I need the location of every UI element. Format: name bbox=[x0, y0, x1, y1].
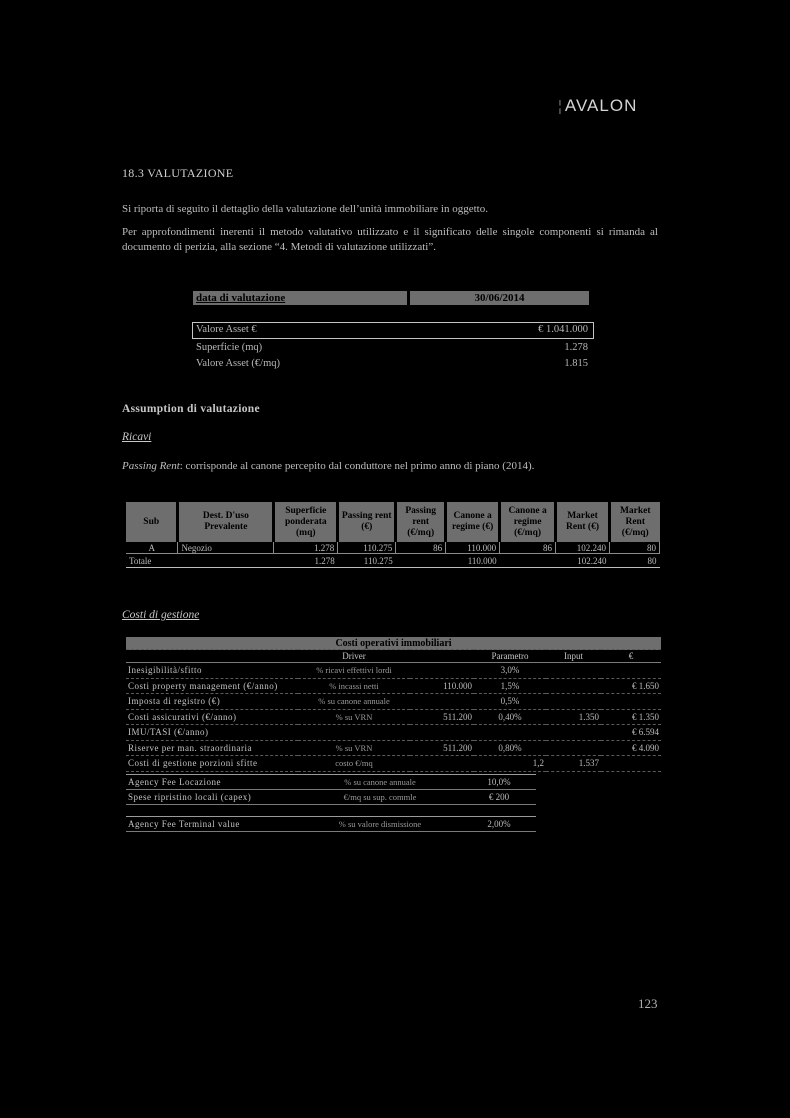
subheader-cell bbox=[126, 650, 298, 663]
cost-parameter: 0,40% bbox=[474, 709, 546, 725]
cost-driver: costo €/mq bbox=[298, 756, 410, 772]
cost-input bbox=[546, 663, 601, 679]
extra-value: € 200 bbox=[462, 790, 536, 805]
cost-input bbox=[546, 694, 601, 710]
cell: 1.278 bbox=[274, 542, 338, 554]
valuation-date-label: data di valutazione bbox=[193, 291, 407, 305]
passing-rent-text: : corrisponde al canone percepito dal conduttore nel primo anno di piano (2014). bbox=[179, 460, 535, 472]
extra-name: Agency Fee Locazione bbox=[126, 775, 298, 790]
cost-amount: € 4.090 bbox=[601, 740, 661, 756]
table-row bbox=[126, 542, 660, 554]
avalon-logo bbox=[558, 96, 637, 116]
table-row bbox=[126, 775, 536, 790]
cost-amount: € 1.650 bbox=[601, 678, 661, 694]
terminal-fee-table bbox=[126, 816, 536, 832]
col-surface: Superficie ponderata (mq) bbox=[274, 502, 338, 542]
cost-parameter bbox=[474, 725, 546, 741]
cell: 110.275 bbox=[338, 542, 396, 554]
terminal-driver: % su valore dismissione bbox=[298, 817, 462, 832]
cost-driver: % su VRN bbox=[298, 740, 410, 756]
cost-input bbox=[546, 740, 601, 756]
intro-paragraph: Si riporta di seguito il dettaglio della valutazione dell’unità immobiliare in oggetto. bbox=[122, 203, 488, 215]
cost-input bbox=[546, 678, 601, 694]
cost-driver bbox=[298, 725, 410, 741]
table-row bbox=[126, 663, 661, 679]
table-row bbox=[126, 694, 661, 710]
cost-input: 1.537 bbox=[546, 756, 601, 772]
cell bbox=[178, 554, 274, 568]
value-per-sqm-value: 1.815 bbox=[564, 358, 588, 369]
cost-name: IMU/TASI (€/anno) bbox=[126, 725, 298, 741]
cell: 80 bbox=[610, 542, 660, 554]
terminal-name: Agency Fee Terminal value bbox=[126, 817, 298, 832]
col-market-rent-sqm: Market Rent (€/mq) bbox=[610, 502, 660, 542]
extra-name: Spese ripristino locali (capex) bbox=[126, 790, 298, 805]
logo-mark-icon: ¦ bbox=[558, 98, 563, 115]
logo-text: AVALON bbox=[564, 96, 638, 115]
cost-name: Costi property management (€/anno) bbox=[126, 678, 298, 694]
assumptions-title: Assumption di valutazione bbox=[122, 403, 260, 415]
cell: 110.000 bbox=[446, 554, 500, 568]
details-paragraph: Per approfondimenti inerenti il metodo valutativo utilizzato e il significato delle singole componenti si rimanda al documento di perizia, alla sezione “4. Metodi di valutazione utilizzati”. bbox=[122, 226, 658, 253]
rent-table bbox=[126, 502, 660, 568]
section-title: 18.3 VALUTAZIONE bbox=[122, 166, 234, 180]
cell: 102.240 bbox=[556, 542, 610, 554]
extra-driver: €/mq su sup. commle bbox=[298, 790, 462, 805]
cost-parameter: 1,2 bbox=[474, 756, 546, 772]
cell: 1.278 bbox=[274, 554, 338, 568]
cost-amount: € 1.350 bbox=[601, 709, 661, 725]
col-canone-sqm: Canone a regime (€/mq) bbox=[500, 502, 556, 542]
value-per-sqm-label: Valore Asset (€/mq) bbox=[196, 358, 280, 369]
surface-label: Superficie (mq) bbox=[196, 342, 263, 353]
asset-value-label: Valore Asset € bbox=[196, 324, 257, 335]
cell: 80 bbox=[610, 554, 660, 568]
cost-base bbox=[410, 663, 474, 679]
cost-amount: € 6.594 bbox=[601, 725, 661, 741]
cost-parameter: 1,5% bbox=[474, 678, 546, 694]
cost-name: Riserve per man. straordinaria bbox=[126, 740, 298, 756]
col-sub: Sub bbox=[126, 502, 178, 542]
cell: 86 bbox=[500, 542, 556, 554]
cost-driver: % su VRN bbox=[298, 709, 410, 725]
table-row bbox=[126, 790, 536, 805]
cost-base: 110.000 bbox=[410, 678, 474, 694]
cost-amount bbox=[601, 663, 661, 679]
rent-table-header bbox=[126, 502, 660, 542]
cost-amount bbox=[601, 694, 661, 710]
table-row bbox=[126, 725, 661, 741]
cost-base: 511.200 bbox=[410, 709, 474, 725]
terminal-value: 2,00% bbox=[462, 817, 536, 832]
cell bbox=[500, 554, 556, 568]
table-row bbox=[126, 817, 536, 832]
subheader-euro: € bbox=[601, 650, 661, 663]
extra-value: 10,0% bbox=[462, 775, 536, 790]
operating-costs-header bbox=[126, 637, 661, 650]
costs-title: Costi di gestione bbox=[122, 609, 200, 621]
passing-rent-definition bbox=[122, 460, 534, 472]
operating-costs-table bbox=[126, 637, 661, 772]
col-passing-rent: Passing rent (€) bbox=[338, 502, 396, 542]
cost-name: Inesigibilità/sfitto bbox=[126, 663, 298, 679]
subheader-input: Input bbox=[546, 650, 601, 663]
table-row bbox=[126, 709, 661, 725]
cost-amount bbox=[601, 756, 661, 772]
cost-name: Costi di gestione porzioni sfitte bbox=[126, 756, 298, 772]
cost-driver: % su canone annuale bbox=[298, 694, 410, 710]
cost-name: Imposta di registro (€) bbox=[126, 694, 298, 710]
passing-rent-term: Passing Rent bbox=[122, 460, 180, 472]
operating-costs-subheader bbox=[126, 650, 661, 663]
cost-driver: % ricavi effettivi lordi bbox=[298, 663, 410, 679]
table-row bbox=[126, 678, 661, 694]
cell: 110.000 bbox=[446, 542, 500, 554]
table-row bbox=[126, 756, 661, 772]
operating-costs-title: Costi operativi immobiliari bbox=[126, 637, 661, 650]
cost-parameter: 0,80% bbox=[474, 740, 546, 756]
extra-costs-table bbox=[126, 774, 536, 805]
cell: Negozio bbox=[178, 542, 274, 554]
cost-parameter: 3,0% bbox=[474, 663, 546, 679]
subheader-parametro: Parametro bbox=[474, 650, 546, 663]
cell: 110.275 bbox=[338, 554, 396, 568]
col-canone: Canone a regime (€) bbox=[446, 502, 500, 542]
cost-parameter: 0,5% bbox=[474, 694, 546, 710]
asset-value: € 1.041.000 bbox=[538, 324, 588, 335]
cost-base bbox=[410, 725, 474, 741]
cost-base bbox=[410, 694, 474, 710]
revenues-title: Ricavi bbox=[122, 431, 152, 443]
cost-input bbox=[546, 725, 601, 741]
col-passing-rent-sqm: Passing rent (€/mq) bbox=[396, 502, 446, 542]
cell: 86 bbox=[396, 542, 446, 554]
page-number: 123 bbox=[638, 996, 658, 1011]
col-market-rent: Market Rent (€) bbox=[556, 502, 610, 542]
total-row bbox=[126, 554, 660, 568]
cost-driver: % incassi netti bbox=[298, 678, 410, 694]
valuation-date-value: 30/06/2014 bbox=[410, 291, 589, 305]
table-row bbox=[126, 740, 661, 756]
subheader-driver: Driver bbox=[298, 650, 410, 663]
cost-name: Costi assicurativi (€/anno) bbox=[126, 709, 298, 725]
col-dest: Dest. D'uso Prevalente bbox=[178, 502, 274, 542]
cell: A bbox=[126, 542, 178, 554]
cell: 102.240 bbox=[556, 554, 610, 568]
surface-value: 1.278 bbox=[564, 342, 588, 353]
cell bbox=[396, 554, 446, 568]
cost-input: 1.350 bbox=[546, 709, 601, 725]
extra-driver: % su canone annuale bbox=[298, 775, 462, 790]
subheader-cell bbox=[410, 650, 474, 663]
cost-base: 511.200 bbox=[410, 740, 474, 756]
total-label: Totale bbox=[126, 554, 178, 568]
cost-base bbox=[410, 756, 474, 772]
